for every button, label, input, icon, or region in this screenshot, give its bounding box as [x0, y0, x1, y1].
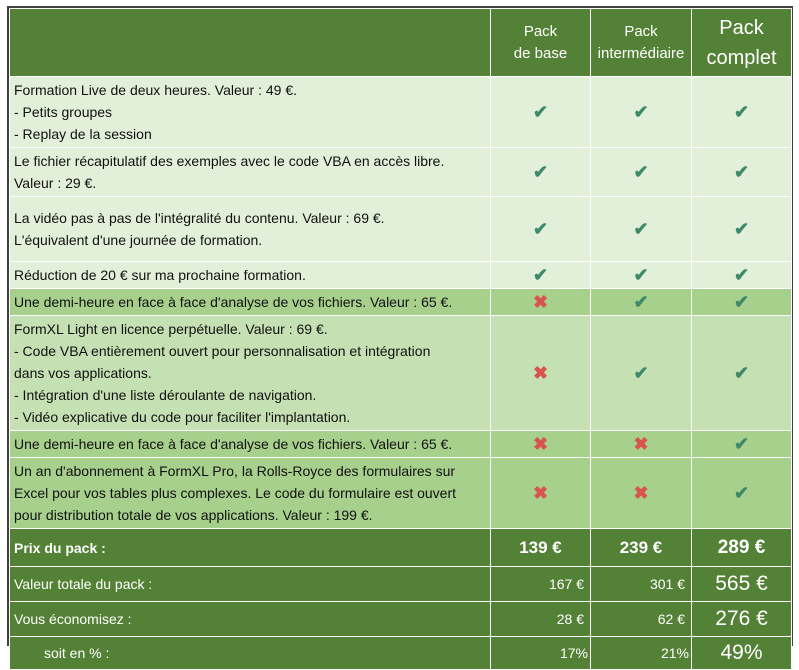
- feature-description-line: Une demi-heure en face à face d'analyse de vos fichiers. Valeur : 65 €.: [14, 436, 453, 452]
- prix-intermediaire: 239 €: [591, 529, 692, 567]
- header-row: [10, 9, 792, 77]
- feature-description-line: Une demi-heure en face à face d'analyse de vos fichiers. Valeur : 65 €.: [14, 294, 453, 310]
- checkmark-icon: ✔: [532, 264, 549, 285]
- feature-description-line: Excel pour vos tables plus complexes. Le code du formulaire est ouvert: [14, 485, 457, 501]
- checkmark-icon: ✔: [733, 362, 750, 383]
- feature-row: [10, 458, 792, 529]
- mark-cell-complet: [692, 262, 792, 289]
- eco-row: [10, 602, 792, 637]
- checkmark-icon: ✔: [633, 264, 649, 285]
- prix-complet: 289 €: [692, 529, 792, 567]
- cross-icon: ✖: [532, 362, 549, 383]
- mark-cell-base: [491, 197, 591, 262]
- feature-description-line: Le fichier récapitulatif des exemples avec le code VBA en accès libre.: [14, 153, 445, 169]
- header-pack-intermediaire: [591, 9, 692, 77]
- eco-complet: 276 €: [692, 602, 792, 637]
- cross-icon: ✖: [532, 482, 549, 503]
- feature-description: [10, 77, 491, 148]
- checkmark-icon: ✔: [733, 101, 750, 122]
- eco-base: 28 €: [491, 602, 591, 637]
- pricing-table-frame: [7, 6, 793, 664]
- feature-description-line: La vidéo pas à pas de l'intégralité du contenu. Valeur : 69 €.: [14, 210, 385, 226]
- feature-description-line: Valeur : 29 €.: [14, 175, 97, 191]
- header-empty-cell: [10, 9, 491, 77]
- cross-icon: ✖: [532, 433, 549, 454]
- feature-description-line: FormXL Light en licence perpétuelle. Valeur : 69 €.: [14, 321, 328, 337]
- feature-row: [10, 431, 792, 458]
- mark-cell-complet: [692, 458, 792, 529]
- header-pack-complet-line1: Pack: [719, 16, 764, 39]
- mark-cell-intermediaire: [591, 262, 692, 289]
- feature-row: [10, 148, 792, 197]
- mark-cell-base: [491, 316, 591, 431]
- checkmark-icon: ✔: [733, 291, 750, 312]
- feature-description-line: pour distribution totale de vos applications. Valeur : 199 €.: [14, 507, 373, 523]
- checkmark-icon: ✔: [532, 218, 549, 239]
- header-pack-complet: [692, 9, 792, 77]
- mark-cell-intermediaire: [591, 77, 692, 148]
- valeur-label: Valeur totale du pack :: [10, 567, 491, 602]
- cross-icon: ✖: [633, 433, 649, 454]
- checkmark-icon: ✔: [733, 218, 750, 239]
- feature-description: [10, 458, 491, 529]
- mark-cell-base: [491, 458, 591, 529]
- mark-cell-base: [491, 148, 591, 197]
- feature-description-line: L'équivalent d'une journée de formation.: [14, 232, 263, 248]
- feature-row: [10, 289, 792, 316]
- pct-intermediaire: 21%: [591, 637, 692, 670]
- feature-description: [10, 197, 491, 262]
- feature-description-line: - Vidéo explicative du code pour faciliter l'implantation.: [14, 409, 351, 425]
- feature-row: [10, 77, 792, 148]
- eco-intermediaire: 62 €: [591, 602, 692, 637]
- checkmark-icon: ✔: [633, 362, 649, 383]
- mark-cell-intermediaire: [591, 431, 692, 458]
- feature-description-line: - Petits groupes: [14, 104, 113, 120]
- mark-cell-complet: [692, 197, 792, 262]
- pct-row: [10, 637, 792, 670]
- feature-description: [10, 148, 491, 197]
- mark-cell-intermediaire: [591, 458, 692, 529]
- feature-row: [10, 316, 792, 431]
- feature-description-line: - Code VBA entièrement ouvert pour personnalisation et intégration: [14, 343, 431, 359]
- eco-label: Vous économisez :: [10, 602, 491, 637]
- valeur-base: 167 €: [491, 567, 591, 602]
- pct-base: 17%: [491, 637, 591, 670]
- mark-cell-base: [491, 262, 591, 289]
- header-pack-intermediaire-line1: Pack: [624, 22, 658, 40]
- prix-label: Prix du pack :: [10, 529, 491, 567]
- pricing-table: [9, 8, 792, 670]
- mark-cell-intermediaire: [591, 148, 692, 197]
- feature-description-line: dans vos applications.: [14, 365, 152, 381]
- checkmark-icon: ✔: [733, 482, 750, 503]
- mark-cell-complet: [692, 77, 792, 148]
- checkmark-icon: ✔: [733, 264, 750, 285]
- feature-description-line: Un an d'abonnement à FormXL Pro, la Rolls-Royce des formulaires sur: [14, 463, 456, 479]
- pct-complet: 49%: [692, 637, 792, 670]
- mark-cell-intermediaire: [591, 289, 692, 316]
- prix-row: [10, 529, 792, 567]
- header-pack-base: [491, 9, 591, 77]
- valeur-intermediaire: 301 €: [591, 567, 692, 602]
- feature-description-line: - Intégration d'une liste déroulante de navigation.: [14, 387, 317, 403]
- feature-description-line: Réduction de 20 € sur ma prochaine formation.: [14, 267, 306, 283]
- header-pack-intermediaire-line2: intermédiaire: [597, 44, 685, 62]
- checkmark-icon: ✔: [633, 218, 649, 239]
- feature-description-line: Formation Live de deux heures. Valeur : 49 €.: [14, 82, 298, 98]
- cross-icon: ✖: [532, 291, 549, 312]
- feature-description-line: - Replay de la session: [14, 126, 152, 142]
- prix-base: 139 €: [491, 529, 591, 567]
- mark-cell-complet: [692, 148, 792, 197]
- checkmark-icon: ✔: [733, 161, 750, 182]
- checkmark-icon: ✔: [633, 101, 649, 122]
- cross-icon: ✖: [633, 482, 649, 503]
- header-pack-base-line1: Pack: [523, 22, 558, 40]
- header-pack-base-line2: de base: [513, 44, 568, 62]
- pct-label: soit en % :: [10, 637, 491, 670]
- checkmark-icon: ✔: [633, 161, 649, 182]
- mark-cell-intermediaire: [591, 316, 692, 431]
- mark-cell-base: [491, 431, 591, 458]
- header-pack-complet-line2: complet: [706, 46, 777, 69]
- mark-cell-intermediaire: [591, 197, 692, 262]
- mark-cell-complet: [692, 431, 792, 458]
- valeur-complet: 565 €: [692, 567, 792, 602]
- feature-description: [10, 262, 491, 289]
- feature-row: [10, 262, 792, 289]
- checkmark-icon: ✔: [733, 433, 750, 454]
- checkmark-icon: ✔: [633, 291, 649, 312]
- mark-cell-complet: [692, 316, 792, 431]
- feature-description: [10, 289, 491, 316]
- feature-description: [10, 316, 491, 431]
- mark-cell-base: [491, 289, 591, 316]
- feature-description: [10, 431, 491, 458]
- mark-cell-complet: [692, 289, 792, 316]
- checkmark-icon: ✔: [532, 161, 549, 182]
- feature-row: [10, 197, 792, 262]
- valeur-row: [10, 567, 792, 602]
- mark-cell-base: [491, 77, 591, 148]
- checkmark-icon: ✔: [532, 101, 549, 122]
